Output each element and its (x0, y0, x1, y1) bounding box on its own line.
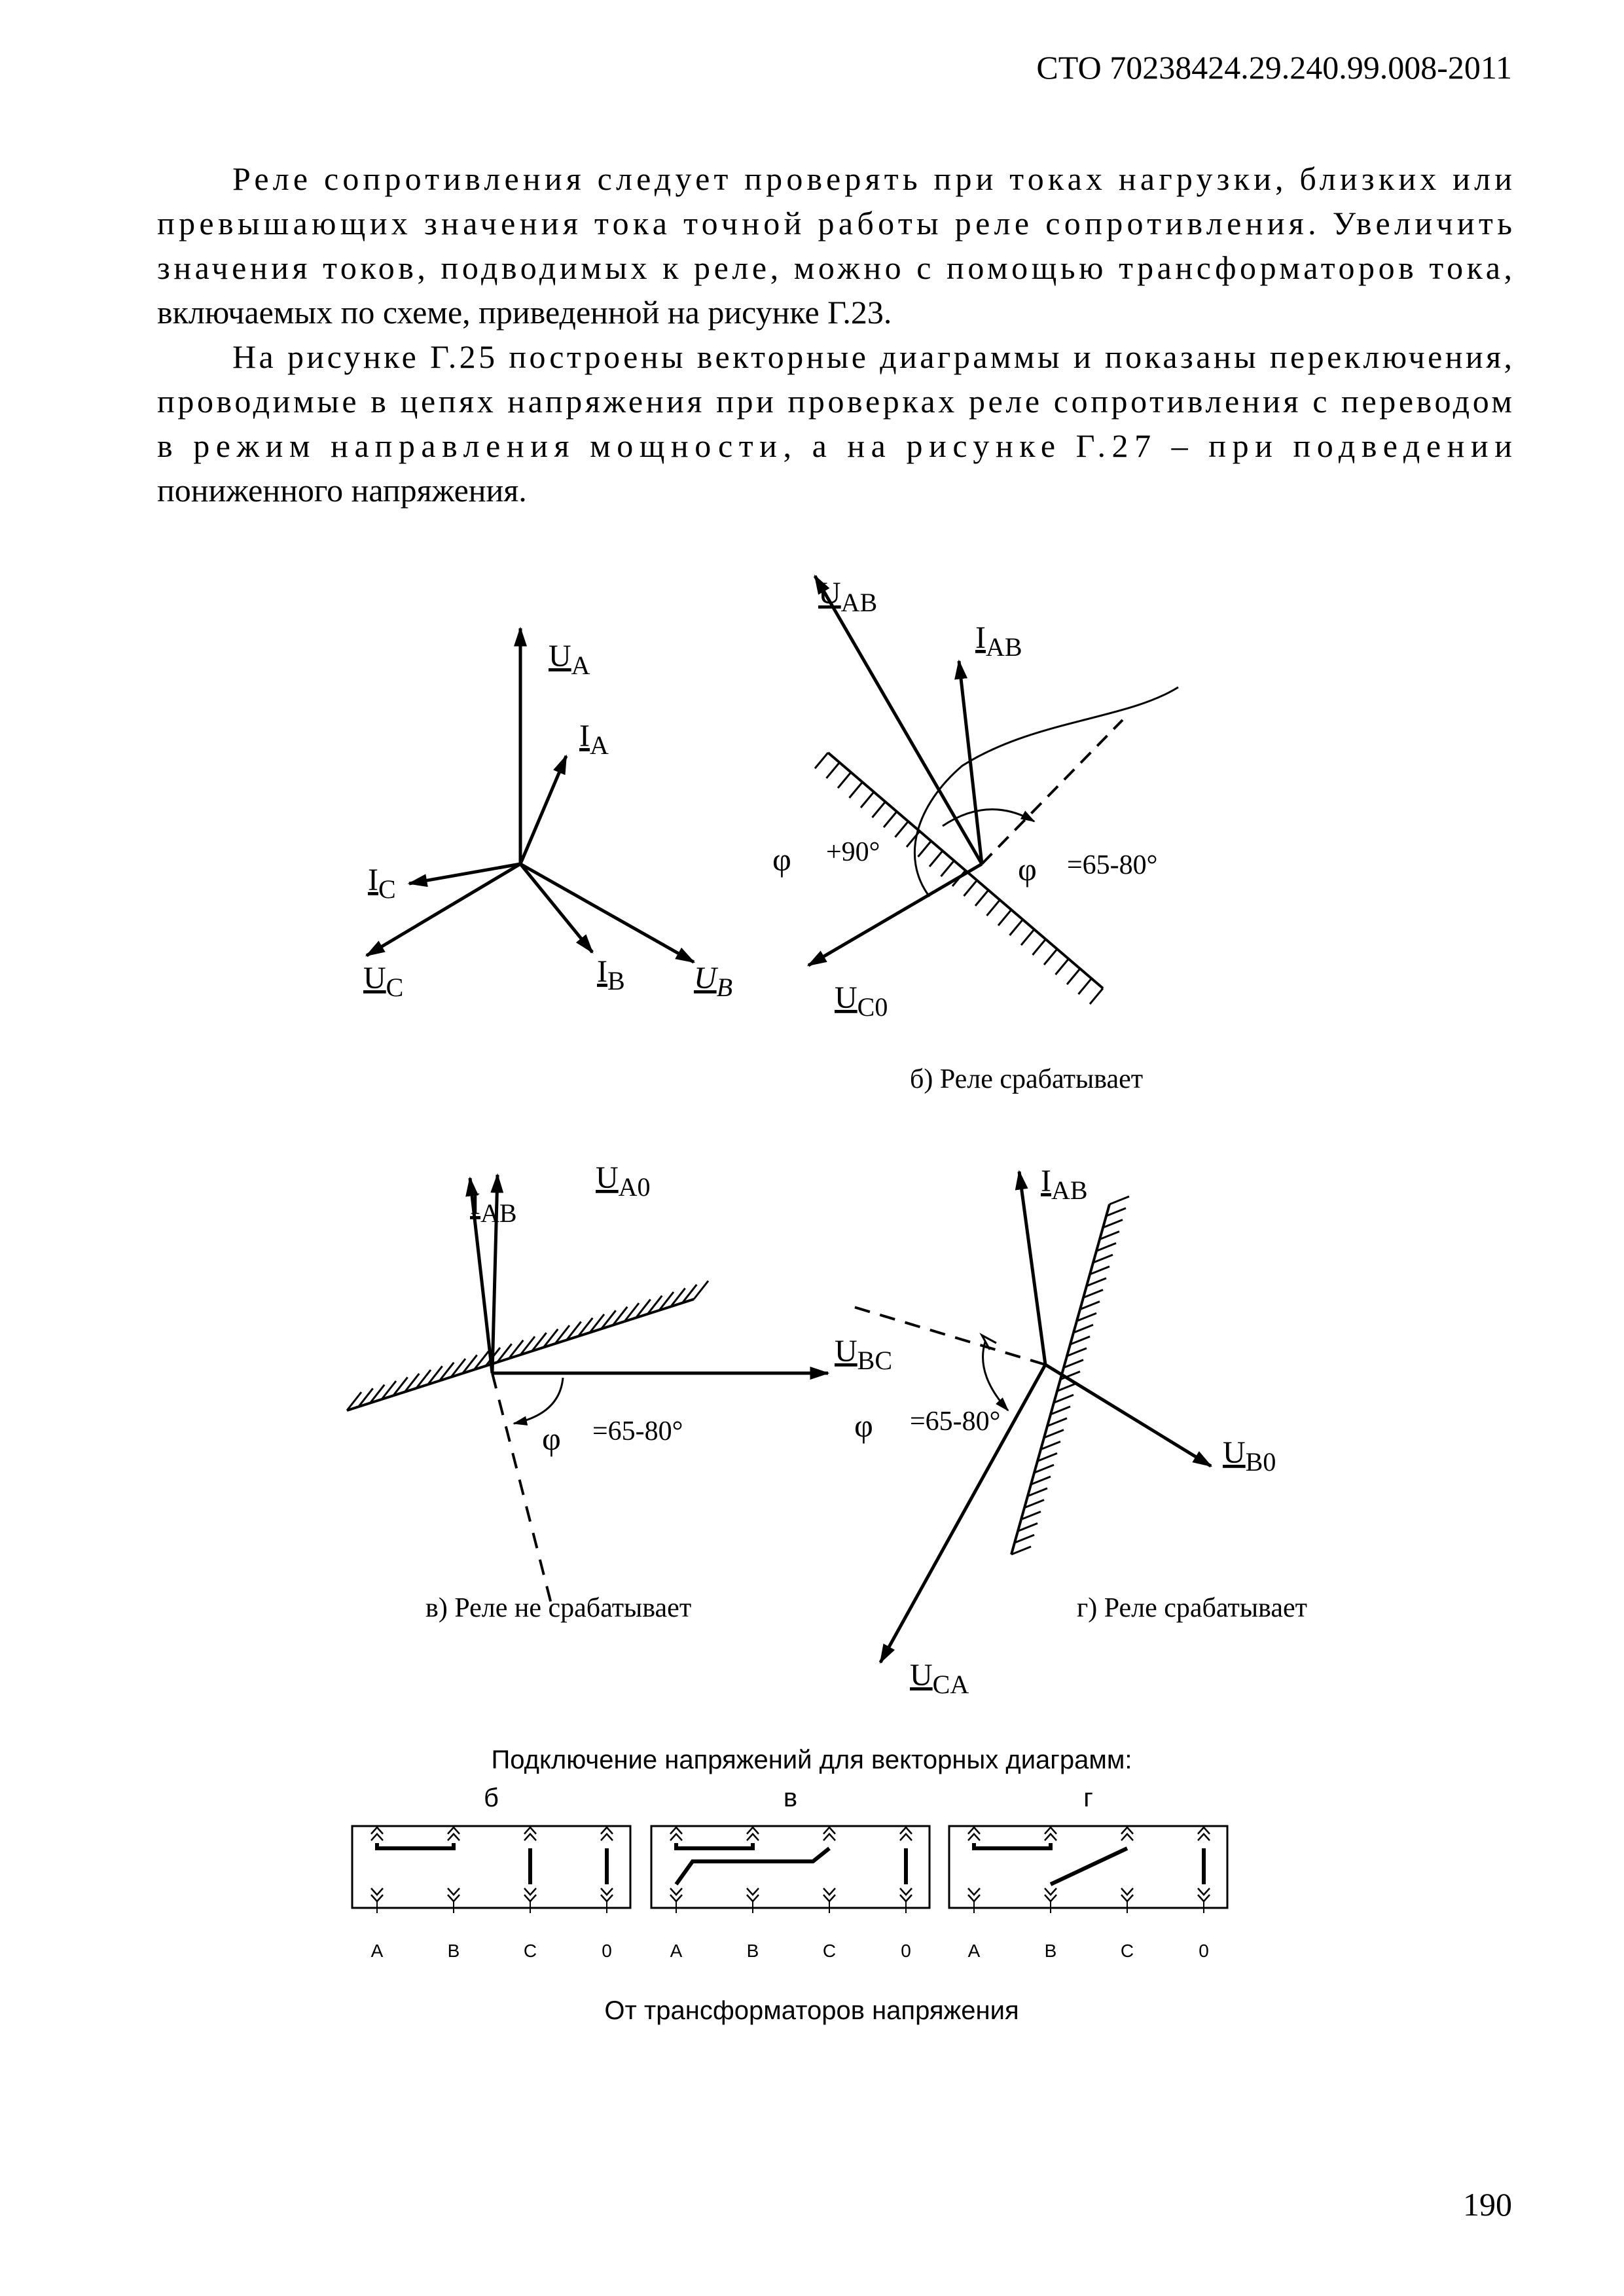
vector-diagram-g (850, 1172, 1211, 1662)
paragraph-2-line-1: На рисунке Г.25 построены векторные диаграммы и показаны переключения, (232, 338, 1513, 375)
ib-vector (520, 864, 592, 952)
iab-label-b: $I_{AB}$ (975, 620, 1022, 662)
terminal-label: 0 (1199, 1941, 1209, 1961)
connection-block-1 (352, 1784, 630, 1961)
hatch-mark (1090, 988, 1103, 1004)
terminal-block (651, 1826, 929, 1908)
bottom-connector (448, 1888, 460, 1901)
bottom-connector (1045, 1888, 1056, 1901)
iab-vector-g (1019, 1172, 1045, 1365)
bottom-connector (747, 1888, 759, 1901)
terminal-label: B (746, 1941, 759, 1961)
top-connector (823, 1827, 835, 1840)
hatch-mark (1056, 959, 1069, 975)
diagram-g-labels (854, 1164, 1307, 1699)
ib-label: $I_B$ (597, 954, 625, 996)
hatch-mark (827, 762, 840, 778)
page-number: 190 (1463, 2186, 1512, 2223)
jumper-wire (676, 1843, 753, 1848)
top-connector (1045, 1827, 1056, 1840)
ub0-label: $U_{B0}$ (1223, 1435, 1276, 1477)
bottom-connector (1198, 1888, 1210, 1901)
ub-label: $U_B$ (694, 961, 733, 1002)
top-connector (670, 1827, 682, 1840)
top-connector (448, 1827, 460, 1840)
hatch-mark (1021, 929, 1034, 945)
ia-label: $I_A$ (579, 719, 609, 760)
hatch-mark (941, 861, 954, 876)
angle-label-b: =65-80° (1067, 850, 1158, 880)
paragraph-1-line-4: включаемых по схеме, приведенной на рисунке Г.23. (157, 294, 892, 331)
terminal-label: A (967, 1941, 981, 1961)
hatch-mark (895, 821, 909, 837)
jumper-wire (676, 1848, 829, 1884)
ic-label: $I_C$ (368, 863, 396, 904)
angle-label-v: =65-80° (592, 1416, 683, 1446)
terminal-label: B (1044, 1941, 1057, 1961)
terminal-block (352, 1826, 630, 1908)
top-connector (601, 1827, 613, 1840)
max-sensitivity-line-b (982, 720, 1123, 864)
caption-v: в) Реле не срабатывает (425, 1593, 692, 1623)
bottom-connector (1121, 1888, 1133, 1901)
diagram-a-labels (363, 639, 732, 1002)
connection-blocks (352, 1784, 1227, 1961)
paragraph-2-line-3: в режим направления мощности, а на рисунке Г.27 – при подведении (157, 427, 1513, 464)
bottom-connector (670, 1888, 682, 1901)
hatch-mark (1010, 920, 1023, 935)
block-label: в (783, 1784, 798, 1812)
phi-symbol-b1: φ (772, 841, 791, 878)
hatch-mark (918, 841, 931, 857)
phi-symbol-b2: φ (1018, 851, 1037, 888)
hatch-mark (694, 1281, 708, 1299)
bottom-connector (968, 1888, 980, 1901)
ua-label: $U_A$ (549, 639, 590, 680)
vector-diagram-v (347, 1175, 828, 1604)
top-connector (371, 1827, 383, 1840)
hatch-mark (850, 782, 863, 798)
terminal-label: 0 (901, 1941, 911, 1961)
bottom-connector (823, 1888, 835, 1901)
bottom-connector (601, 1888, 613, 1901)
paragraph-1-line-2: превышающих значения тока точной работы реле сопротивления. Увеличить (157, 205, 1512, 242)
caption-g: г) Реле срабатывает (1077, 1593, 1307, 1623)
paragraph-1-line-1: Реле сопротивления следует проверять при токах нагрузки, близких или (232, 160, 1512, 197)
uc0-vector (808, 864, 982, 965)
top-connector (747, 1827, 759, 1840)
hatch-mark (815, 753, 828, 768)
hatch-mark (838, 772, 851, 788)
block-label: б (484, 1784, 499, 1812)
connections-title: Подключение напряжений для векторных диаграмм: (491, 1746, 1132, 1774)
hatch-mark (1044, 949, 1057, 965)
connection-block-3 (949, 1784, 1227, 1961)
uca-label: $U_{CA}$ (910, 1658, 969, 1699)
hatch-mark (1110, 1196, 1129, 1204)
hatch-mark (975, 890, 988, 906)
uab-label: $U_{AB}$ (818, 576, 878, 617)
hatch-mark (929, 851, 943, 867)
ubc-label: $U_{BC}$ (835, 1334, 893, 1375)
jumper-wire (1051, 1848, 1127, 1884)
paragraph-2-line-4: пониженного напряжения. (157, 472, 527, 509)
terminal-label: C (1120, 1941, 1134, 1961)
hatch-mark (998, 910, 1011, 925)
top-connector (524, 1827, 536, 1840)
hatch-mark (1067, 969, 1080, 984)
bottom-connector (371, 1888, 383, 1901)
max-sensitivity-line-v (492, 1373, 551, 1604)
caption-b: б) Реле срабатывает (910, 1064, 1144, 1094)
bottom-connector (900, 1888, 912, 1901)
terminal-label: 0 (602, 1941, 612, 1961)
iab-label-v: $I_{AB}$ (470, 1187, 517, 1228)
hatch-mark (987, 900, 1000, 916)
uc0-label: $U_{C0}$ (835, 980, 888, 1022)
terminal-label: C (523, 1941, 537, 1961)
top-connector (1121, 1827, 1133, 1840)
bottom-connector (524, 1888, 536, 1901)
phi-symbol-v: φ (542, 1420, 561, 1457)
phi-symbol-g: φ (854, 1407, 873, 1444)
hatch-mark (1033, 939, 1046, 955)
characteristic-hatching-v (347, 1281, 708, 1410)
top-connector (1198, 1827, 1210, 1840)
top-connector (900, 1827, 912, 1840)
hatch-mark (873, 802, 886, 817)
hatch-mark (1079, 978, 1092, 994)
block-label: г (1083, 1784, 1093, 1812)
hatch-mark (884, 812, 897, 827)
jumper-wire (377, 1843, 454, 1848)
terminal-label: C (822, 1941, 837, 1961)
jumper-wire (974, 1843, 1051, 1848)
connections-source: От трансформаторов напряжения (604, 1996, 1019, 2025)
paragraph-2-line-2: проводимые в цепях напряжения при проверках реле сопротивления с переводом (157, 383, 1512, 420)
angle-arc-v (514, 1378, 563, 1424)
ua0-label: $U_{A0}$ (596, 1160, 651, 1202)
body-text (157, 160, 1512, 509)
terminal-label: B (447, 1941, 460, 1961)
uab-vector (815, 576, 982, 864)
paragraph-1-line-3: значения токов, подводимых к реле, можно с помощью трансформаторов тока, (157, 249, 1513, 286)
vector-diagram-a (367, 628, 694, 962)
document-code: СТО 70238424.29.240.99.008-2011 (1036, 49, 1512, 86)
angle-label-g: =65-80° (910, 1407, 1001, 1437)
hatch-mark (861, 792, 874, 808)
uc-label: $U_C$ (363, 961, 404, 1002)
hatch-mark (964, 880, 977, 896)
connection-block-2 (651, 1784, 929, 1961)
top-connector (968, 1827, 980, 1840)
terminal-label: A (670, 1941, 683, 1961)
terminal-label: A (370, 1941, 384, 1961)
ub0-vector (1045, 1365, 1211, 1466)
iab-label-g: $I_{AB}$ (1041, 1164, 1088, 1205)
ub-vector (520, 864, 694, 962)
ia-vector (520, 756, 566, 864)
angle-arc-g (983, 1342, 1008, 1410)
plus-90-label: +90° (826, 837, 880, 867)
